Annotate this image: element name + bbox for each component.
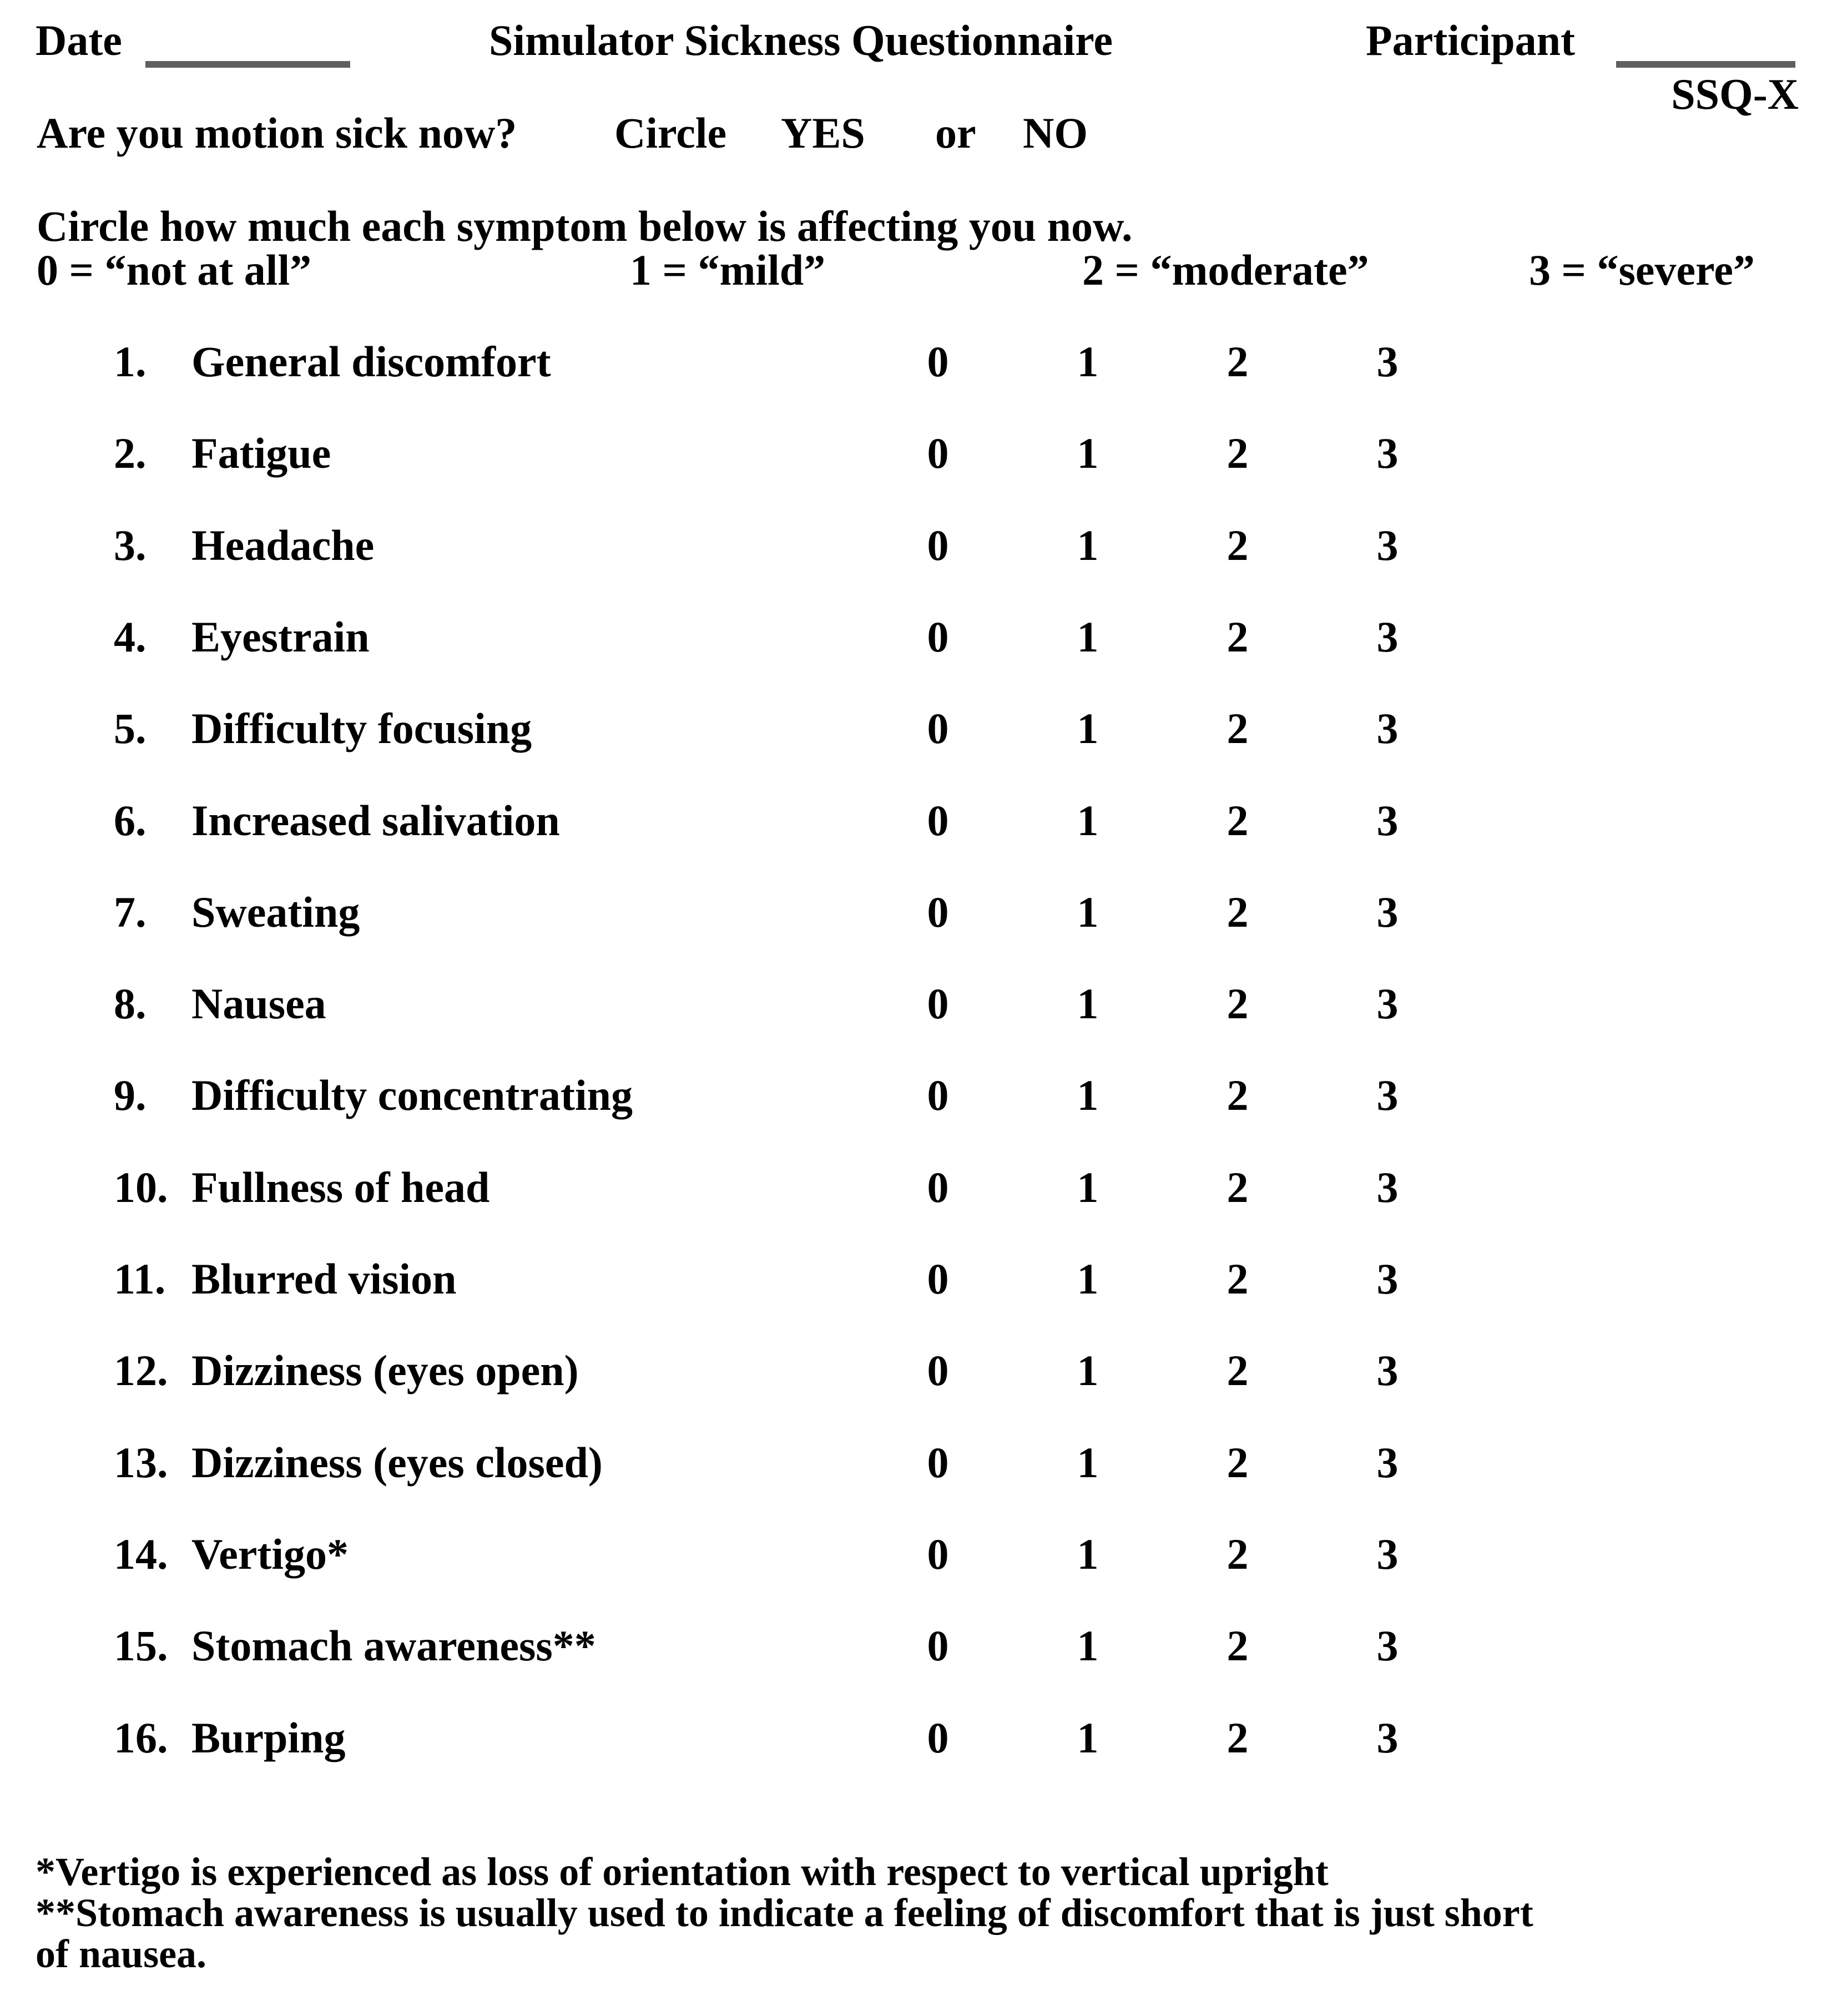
- symptom-label: Dizziness (eyes closed): [191, 1438, 603, 1487]
- symptom-row-blurred-vision: [0, 1257, 1827, 1303]
- rating-option-0[interactable]: 0: [927, 979, 949, 1028]
- rating-option-3[interactable]: 3: [1376, 337, 1399, 386]
- rating-option-2[interactable]: 2: [1227, 1255, 1249, 1303]
- symptom-row-stomach-awareness: [0, 1621, 1827, 1670]
- symptom-number: 15.: [114, 1621, 168, 1670]
- rating-option-0[interactable]: 0: [927, 429, 949, 477]
- rating-option-1[interactable]: 1: [1077, 1163, 1099, 1211]
- scale-legend-mild: 1 = “mild”: [630, 246, 826, 294]
- scale-legend-not-at-all: 0 = “not at all”: [37, 246, 312, 294]
- rating-option-1[interactable]: 1: [1077, 1530, 1099, 1578]
- rating-option-0[interactable]: 0: [927, 1255, 949, 1303]
- symptom-number: 7.: [114, 888, 147, 936]
- circle-directive: Circle: [614, 109, 727, 157]
- symptom-label: Burping: [191, 1714, 346, 1762]
- symptom-label: General discomfort: [191, 337, 551, 386]
- symptom-row-dizziness-eyes-closed: [0, 1438, 1827, 1487]
- rating-option-1[interactable]: 1: [1077, 337, 1099, 386]
- rating-option-3[interactable]: 3: [1376, 888, 1399, 936]
- rating-option-1[interactable]: 1: [1077, 1255, 1099, 1303]
- rating-option-2[interactable]: 2: [1227, 1163, 1249, 1211]
- participant-label: Participant: [1366, 16, 1575, 64]
- rating-option-3[interactable]: 3: [1376, 1346, 1399, 1394]
- rating-option-2[interactable]: 2: [1227, 1346, 1249, 1394]
- symptom-number: 5.: [114, 704, 147, 752]
- symptom-number: 4.: [114, 613, 147, 661]
- symptom-number: 10.: [114, 1163, 168, 1211]
- rating-option-0[interactable]: 0: [927, 796, 949, 845]
- rating-option-2[interactable]: 2: [1227, 337, 1249, 386]
- rating-option-0[interactable]: 0: [927, 1714, 949, 1762]
- symptom-row-burping: [0, 1716, 1827, 1762]
- symptom-number: 3.: [114, 521, 147, 569]
- symptom-row-fatigue: [0, 429, 1827, 477]
- symptom-label: Fullness of head: [191, 1163, 490, 1211]
- rating-option-0[interactable]: 0: [927, 521, 949, 569]
- rating-option-1[interactable]: 1: [1077, 429, 1099, 477]
- symptom-label: Increased salivation: [191, 796, 560, 845]
- symptom-number: 11.: [114, 1255, 166, 1303]
- rating-option-0[interactable]: 0: [927, 1530, 949, 1578]
- rating-option-0[interactable]: 0: [927, 888, 949, 936]
- symptom-row-increased-salivation: [0, 796, 1827, 845]
- symptom-row-vertigo: [0, 1530, 1827, 1578]
- symptom-row-dizziness-eyes-open: [0, 1346, 1827, 1394]
- rating-option-3[interactable]: 3: [1376, 1438, 1399, 1487]
- rating-option-1[interactable]: 1: [1077, 704, 1099, 752]
- form-title: Simulator Sickness Questionnaire: [489, 16, 1113, 64]
- rating-option-0[interactable]: 0: [927, 1346, 949, 1394]
- rating-option-1[interactable]: 1: [1077, 1071, 1099, 1119]
- symptom-row-difficulty-concentrating: [0, 1071, 1827, 1119]
- symptom-row-nausea: [0, 979, 1827, 1028]
- rating-option-0[interactable]: 0: [927, 704, 949, 752]
- rating-option-1[interactable]: 1: [1077, 888, 1099, 936]
- rating-option-2[interactable]: 2: [1227, 796, 1249, 845]
- rating-option-2[interactable]: 2: [1227, 979, 1249, 1028]
- rating-option-3[interactable]: 3: [1376, 1163, 1399, 1211]
- rating-option-3[interactable]: 3: [1376, 704, 1399, 752]
- rating-option-2[interactable]: 2: [1227, 1530, 1249, 1578]
- symptom-number: 8.: [114, 979, 147, 1028]
- symptom-number: 13.: [114, 1438, 168, 1487]
- rating-option-2[interactable]: 2: [1227, 613, 1249, 661]
- yes-option[interactable]: YES: [781, 109, 865, 157]
- symptom-row-headache: [0, 521, 1827, 569]
- symptom-label: Fatigue: [191, 429, 331, 477]
- rating-option-0[interactable]: 0: [927, 1438, 949, 1487]
- rating-option-0[interactable]: 0: [927, 1071, 949, 1119]
- rating-option-0[interactable]: 0: [927, 337, 949, 386]
- rating-option-1[interactable]: 1: [1077, 1621, 1099, 1670]
- rating-option-3[interactable]: 3: [1376, 979, 1399, 1028]
- rating-option-3[interactable]: 3: [1376, 613, 1399, 661]
- rating-option-3[interactable]: 3: [1376, 1255, 1399, 1303]
- rating-option-2[interactable]: 2: [1227, 704, 1249, 752]
- symptom-label: Headache: [191, 521, 375, 569]
- footnote-vertigo: *Vertigo is experienced as loss of orientation with respect to vertical upright: [36, 1850, 1329, 1894]
- rating-option-1[interactable]: 1: [1077, 979, 1099, 1028]
- rating-option-3[interactable]: 3: [1376, 1621, 1399, 1670]
- rating-option-3[interactable]: 3: [1376, 1071, 1399, 1119]
- symptom-label: Stomach awareness**: [191, 1621, 596, 1670]
- symptom-number: 6.: [114, 796, 147, 845]
- symptom-label: Eyestrain: [191, 613, 370, 661]
- rating-option-1[interactable]: 1: [1077, 1438, 1099, 1487]
- symptom-label: Sweating: [191, 888, 360, 936]
- symptom-label: Vertigo*: [191, 1530, 349, 1578]
- symptom-number: 9.: [114, 1071, 147, 1119]
- rating-option-2[interactable]: 2: [1227, 429, 1249, 477]
- rating-option-3[interactable]: 3: [1376, 1530, 1399, 1578]
- rating-option-2[interactable]: 2: [1227, 521, 1249, 569]
- footnote-stomach-awareness-cont: of nausea.: [36, 1932, 207, 1976]
- rating-option-0[interactable]: 0: [927, 1163, 949, 1211]
- symptom-label: Blurred vision: [191, 1255, 457, 1303]
- symptom-label: Difficulty focusing: [191, 704, 532, 752]
- rating-option-3[interactable]: 3: [1376, 796, 1399, 845]
- rating-option-1[interactable]: 1: [1077, 796, 1099, 845]
- symptom-row-difficulty-focusing: [0, 704, 1827, 752]
- or-conjunction: or: [935, 109, 976, 157]
- rating-option-2[interactable]: 2: [1227, 1714, 1249, 1762]
- rating-option-2[interactable]: 2: [1227, 1438, 1249, 1487]
- rating-option-1[interactable]: 1: [1077, 521, 1099, 569]
- symptom-row-general-discomfort: [0, 337, 1827, 386]
- symptom-number: 12.: [114, 1346, 168, 1394]
- rating-option-2[interactable]: 2: [1227, 1071, 1249, 1119]
- rating-option-0[interactable]: 0: [927, 613, 949, 661]
- form-code: SSQ-X: [1671, 70, 1799, 118]
- rating-option-1[interactable]: 1: [1077, 1346, 1099, 1394]
- rating-option-0[interactable]: 0: [927, 1621, 949, 1670]
- scale-legend-severe: 3 = “severe”: [1529, 246, 1755, 294]
- symptom-row-sweating: [0, 888, 1827, 936]
- date-blank-field[interactable]: [145, 61, 350, 68]
- symptom-number: 2.: [114, 429, 147, 477]
- symptom-label: Difficulty concentrating: [191, 1071, 633, 1119]
- rating-option-2[interactable]: 2: [1227, 1621, 1249, 1670]
- rating-option-3[interactable]: 3: [1376, 1714, 1399, 1762]
- symptom-row-fullness-of-head: [0, 1163, 1827, 1211]
- symptom-row-eyestrain: [0, 615, 1827, 661]
- footnote-stomach-awareness: **Stomach awareness is usually used to indicate a feeling of discomfort that is just short: [36, 1891, 1533, 1935]
- footnotes: [36, 1851, 1533, 1974]
- instructions-text: Circle how much each symptom below is affecting you now.: [37, 202, 1133, 250]
- motion-sick-question: Are you motion sick now?: [37, 109, 517, 157]
- symptom-label: Nausea: [191, 979, 326, 1028]
- participant-blank-field[interactable]: [1616, 61, 1795, 68]
- date-label: Date: [36, 16, 122, 64]
- symptom-number: 1.: [114, 337, 147, 386]
- no-option[interactable]: NO: [1023, 109, 1088, 157]
- scale-legend-moderate: 2 = “moderate”: [1082, 246, 1369, 294]
- symptom-number: 16.: [114, 1714, 168, 1762]
- rating-option-1[interactable]: 1: [1077, 613, 1099, 661]
- rating-option-2[interactable]: 2: [1227, 888, 1249, 936]
- rating-option-3[interactable]: 3: [1376, 429, 1399, 477]
- rating-option-1[interactable]: 1: [1077, 1714, 1099, 1762]
- rating-option-3[interactable]: 3: [1376, 521, 1399, 569]
- symptom-label: Dizziness (eyes open): [191, 1346, 579, 1394]
- symptom-number: 14.: [114, 1530, 168, 1578]
